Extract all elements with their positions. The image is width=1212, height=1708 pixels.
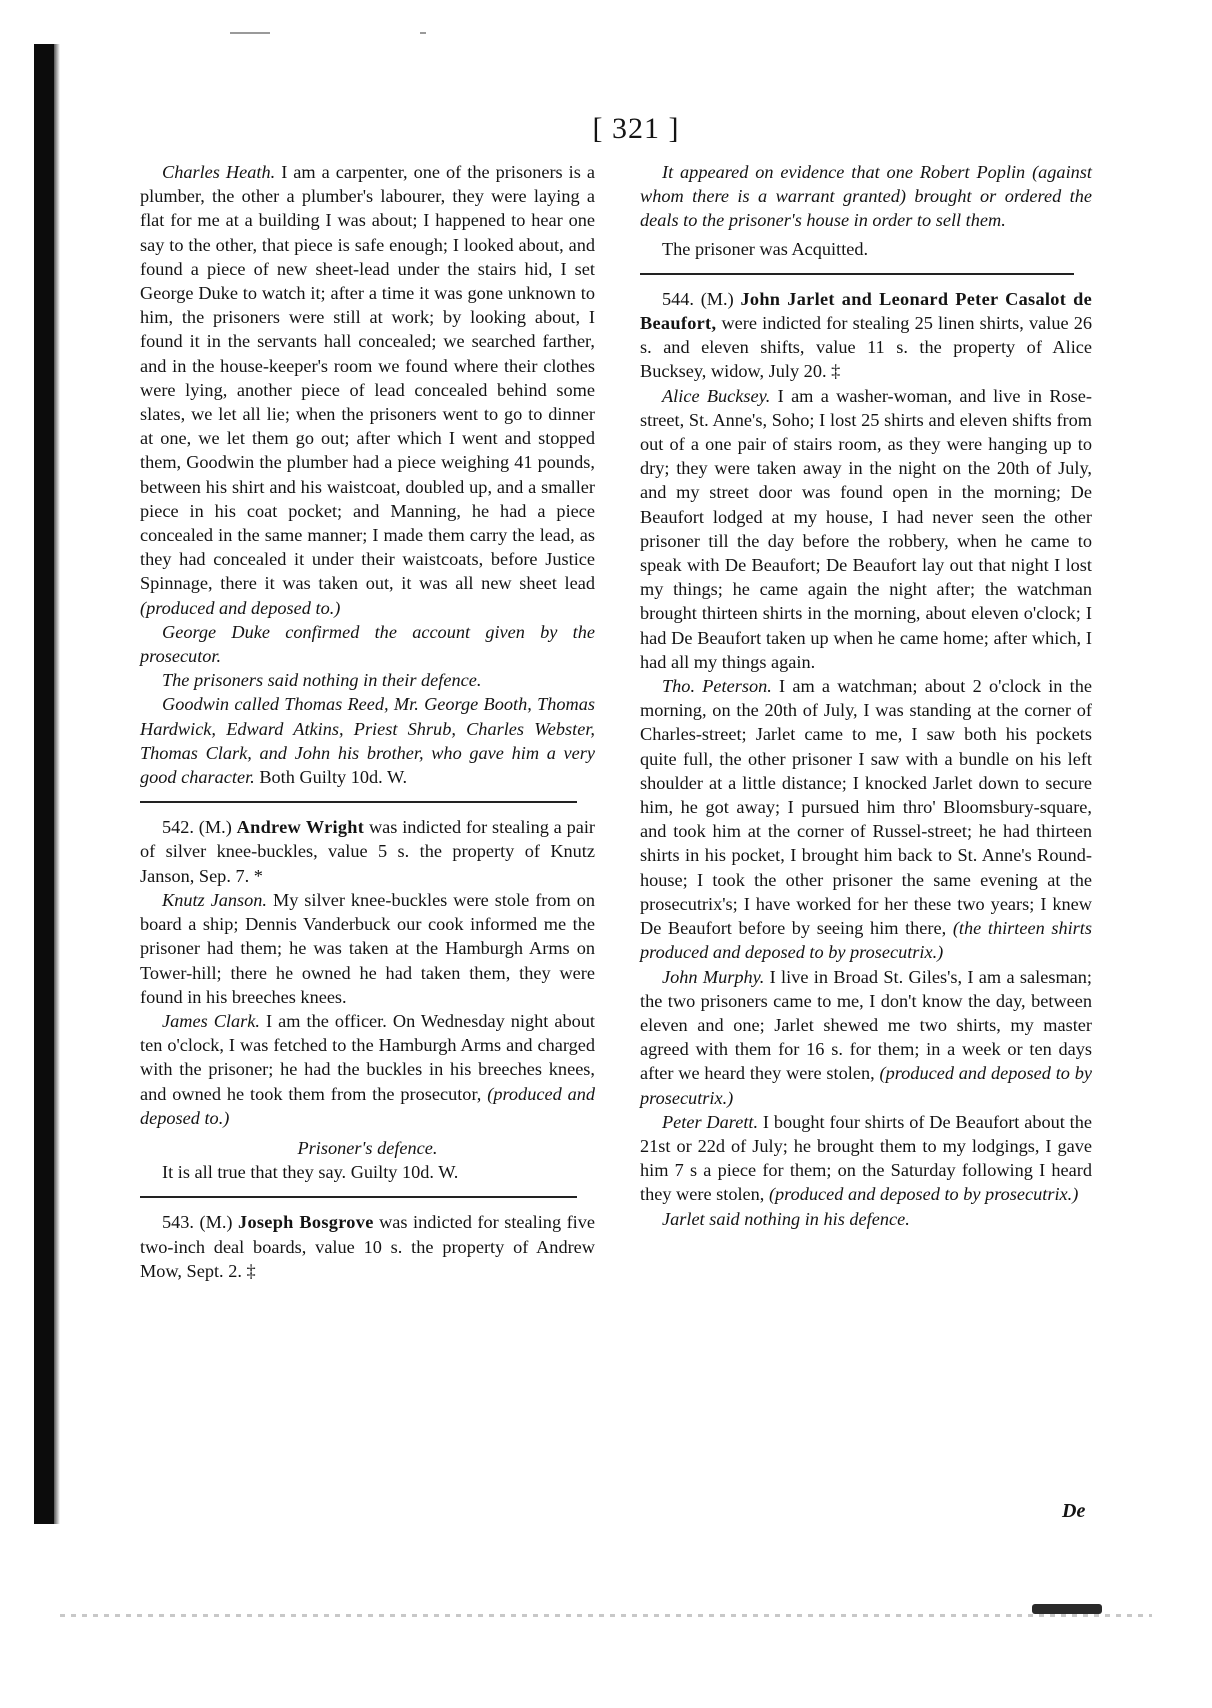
section-rule — [140, 1196, 577, 1198]
case-543-heading: 543. (M.) Joseph Bosgrove was indicted for stealing five two-inch deal boards, value 10 s. the property of Andrew Mow, Sept. 2. ‡ — [140, 1212, 595, 1281]
case-542-heading: 542. (M.) Andrew Wright was indicted for stealing a pair of silver knee-buckles, value 5 s. the property of Knutz Janson, Sep. 7. * — [140, 817, 595, 886]
testimony-john-murphy: John Murphy. I live in Broad St. Giles's, I am a salesman; the two prisoners came to me, I don't know the day, between eleven and one; Jarlet shewed me two shirts, my master agreed with them for 16 s. for them; in a week or ten days after we heard they were stolen, (produced and deposed to by prosecutrix.) — [640, 966, 1092, 1108]
prisoners-no-defence: The prisoners said nothing in their defence. — [162, 670, 482, 691]
scan-ink-blot — [1032, 1604, 1102, 1614]
jarlet-no-defence: Jarlet said nothing in his defence. — [662, 1208, 910, 1229]
verdict-543: The prisoner was Acquitted. — [662, 238, 869, 259]
case-544-heading: 544. (M.) John Jarlet and Leonard Peter Casalot de Beaufort, were indicted for stealing 25 linen shirts, value 26 s. and eleven shifts, value 11 s. the property of Alice Bucksey, widow, July 20. ‡ — [640, 288, 1092, 382]
right-column — [640, 160, 1092, 1231]
scan-bottom-edge — [60, 1614, 1152, 1617]
prisoners-defence-heading: Prisoner's defence. — [297, 1137, 438, 1158]
catchword: De — [1062, 1500, 1086, 1522]
testimony-peter-darett: Peter Darett. I bought four shirts of De Beaufort about the 21st or 22d of July; he brought them to my lodgings, I gave him 7 s a piece for them; on the Saturday following I heard they were stolen, (produced and deposed to by prosecutrix.) — [640, 1111, 1092, 1205]
testimony-james-clark: James Clark. I am the officer. On Wednesday night about ten o'clock, I was fetched to the Hamburgh Arms and charged with the prisoner; he had the buckles in his breeches knees, and owned he took them from the prosecutor, (produced and deposed to.) — [140, 1010, 595, 1128]
gutter-gradient — [54, 44, 60, 1524]
scan-speck — [230, 32, 270, 34]
testimony-alice-bucksey: Alice Bucksey. I am a washer-woman, and live in Rose-street, St. Anne's, Soho; I lost 25 shirts and eleven shifts from out of a one pair of stairs room, as they were hanging up to dry; they were taken away in the night on the 20th of July, and my street door was found open in the morning; De Beaufort lodged at my house, I had never seen the other prisoner till the day before the robbery, when he came to speak with De Beaufort; De Beaufort lay out that night I lost my things; he came again the night after; the watchman brought thirteen shirts in the morning, about eleven o'clock; I had De Beaufort taken up when he came home; after which, I had all my things again. — [640, 385, 1092, 672]
testimony-knutz-janson: Knutz Janson. My silver knee-buckles were stole from on board a ship; Dennis Vanderbuck our cook informed me the prisoner had them; he was taken at the Hamburgh Arms on Tower-hill; there he owned he had taken them, they were found in his breeches knees. — [140, 889, 595, 1007]
testimony-charles-heath: Charles Heath. I am a carpenter, one of the prisoners is a plumber, the other a plumber's labourer, they were laying a flat for me at a building I was about; I happened to hear one say to the other, that piece is safe enough; I looked about, and found a piece of new sheet-lead under the stairs hid, I set George Duke to watch it; after a time it was gone unknown to him, the prisoners were still at work; by looking about, I found it in the servants hall concealed; we searched farther, and in the house-keeper's room we found where their clothes were lying, another piece of lead concealed behind some slates, we let all lie; when the prisoners went to go to dinner at one, we let them go out; after which I went and stopped them, Goodwin the plumber had a piece weighing 41 pounds, between his shirt and his waistcoat, doubled up, and a smaller piece in his coat pocket; and Manning, he had a piece concealed in the same manner; I made them carry the lead, as they had concealed it under their waistcoats, before Justice Spinnage, there it was taken out, it was all new sheet lead (produced and deposed to.) — [140, 162, 596, 618]
page-number: [ 321 ] — [592, 112, 680, 145]
left-column — [140, 160, 595, 1283]
section-rule — [140, 801, 577, 803]
defence-statement: It is all true that they say. Guilty 10d. W. — [162, 1162, 459, 1183]
section-rule — [640, 273, 1074, 275]
book-spine-shadow — [34, 44, 54, 1524]
poplin-evidence-note: It appeared on evidence that one Robert Poplin (against whom there is a warrant granted) brought or ordered the deals to the prisoner's house in order to sell them. — [640, 162, 1092, 231]
duke-confirmation: George Duke confirmed the account given by the prosecutor. — [140, 621, 595, 667]
testimony-tho-peterson: Tho. Peterson. I am a watchman; about 2 o'clock in the morning, on the 20th of July, I was standing at the corner of Charles-street; Jarlet came to me, I saw both his pockets quite full, the other prisoner I saw with a bundle on his left shoulder at a little distance; I knocked Jarlet down to secure him, he got away; I pursued him thro' Bloomsbury-square, and took him at the corner of Russel-street; he had thirteen shirts in his pocket, I brought him back to St. Anne's Round-house; I took the other prisoner the same evening at the prosecutrix's; I have worked for her these two years; I knew De Beaufort before by seeing him there, (the thirteen shirts produced and deposed to by prosecutrix.) — [640, 676, 1092, 963]
scan-speck — [420, 32, 426, 34]
character-witnesses: Goodwin called Thomas Reed, Mr. George Booth, Thomas Hardwick, Edward Atkins, Priest Shrub, Charles Webster, Thomas Clark, and John his brother, who gave him a very good character. Both Guilty 10d. W. — [140, 694, 595, 788]
